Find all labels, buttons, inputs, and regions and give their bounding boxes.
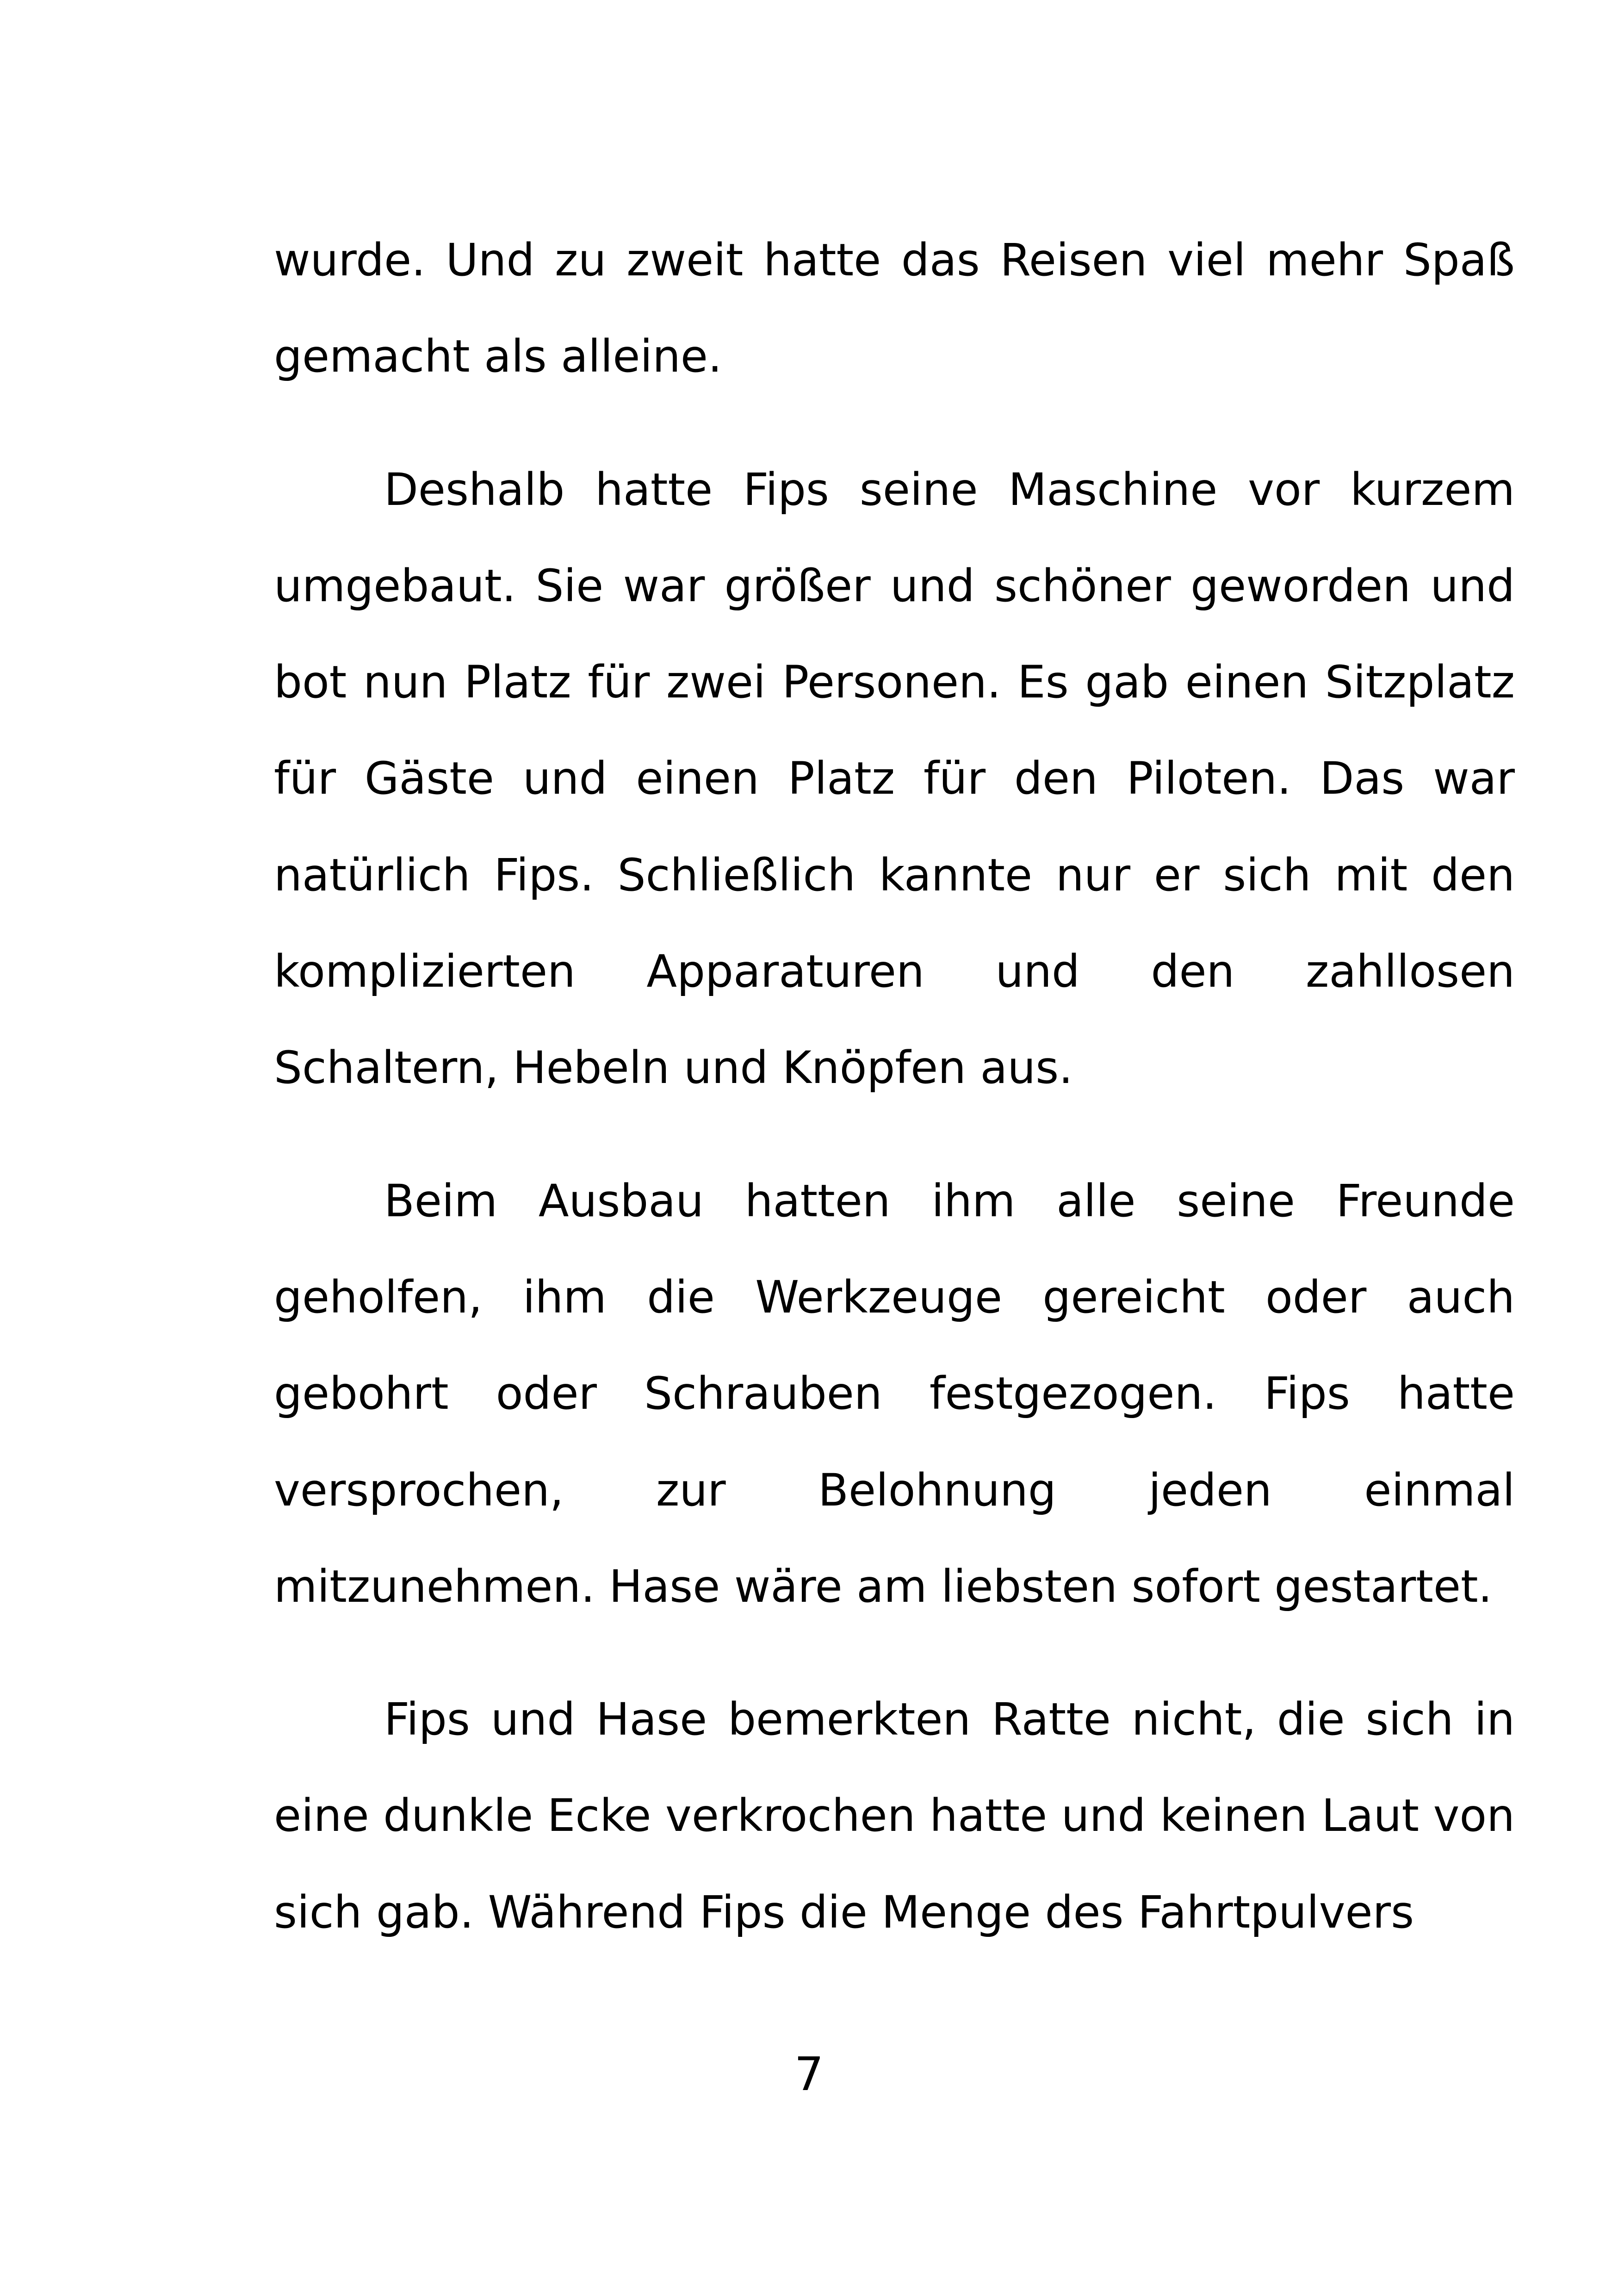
paragraph-4: Fips und Hase bemerkten Ratte nicht, die sich in eine dunkle Ecke verkrochen hatte und keinen Laut von sich gab. Während Fips die Menge des Fahrtpulvers — [274, 1693, 1515, 1938]
paragraph-3: Beim Ausbau hatten ihm alle seine Freunde geholfen, ihm die Werkzeuge gereicht oder auch gebohrt oder Schrauben festgezogen. Fips hatte versprochen, zur Belohnung jeden einmal mitzunehmen. Hase wäre am liebsten sofort gestartet. — [274, 1175, 1515, 1612]
paragraph-2: Deshalb hatte Fips seine Maschine vor kurzem umgebaut. Sie war größer und schöner geworden und bot nun Platz für zwei Personen. Es gab einen Sitzplatz für Gäste und einen Platz für den Piloten. Das war natürlich Fips. Schließlich kannte nur er sich mit den komplizierten Apparaturen und den zahllosen Schaltern, Hebeln und Knöpfen aus. — [274, 463, 1515, 1094]
paragraph-spacer — [274, 1116, 1515, 1153]
page-number: 7 — [794, 2047, 824, 2101]
paragraph-1: wurde. Und zu zweit hatte das Reisen viel mehr Spaß gemacht als alleine. — [274, 234, 1515, 383]
paragraph-spacer — [274, 1635, 1515, 1671]
body-text — [274, 212, 1515, 1960]
paragraph-spacer — [274, 405, 1515, 442]
